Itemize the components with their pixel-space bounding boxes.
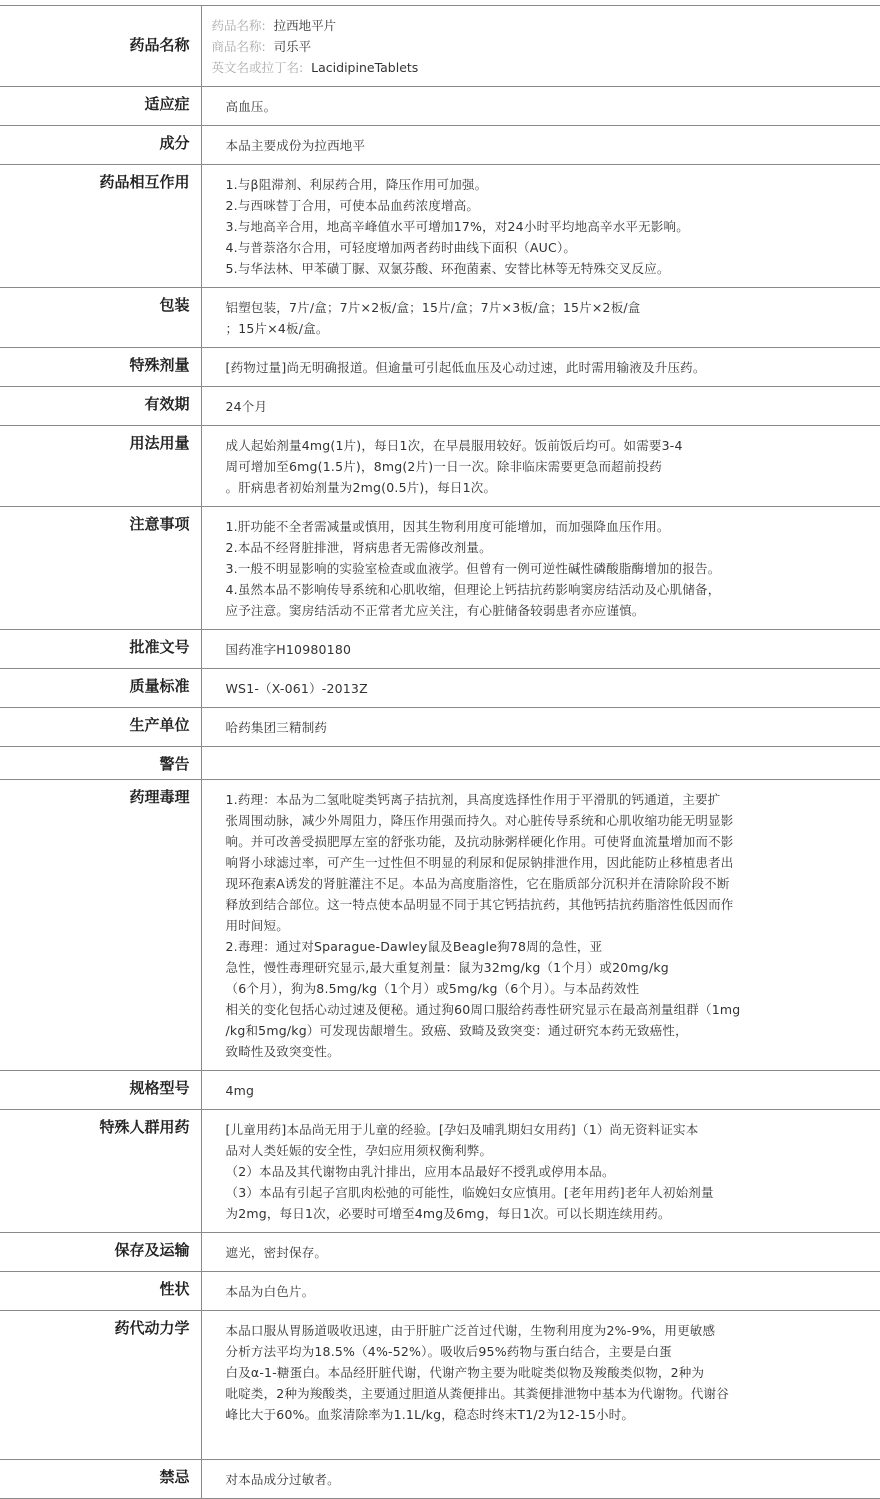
value-line: 现环孢素A诱发的肾脏灌注不足。本品为高度脂溶性，它在脂质部分沉积并在清除阶段不断 bbox=[225, 876, 730, 891]
spec-row bbox=[0, 165, 880, 288]
value-line: 分析方法平均为18.5%（4%-52%）。吸收后95%药物与蛋白结合，主要是白蛋 bbox=[225, 1344, 672, 1359]
value-line: 成人起始剂量4mg(1片)，每日1次，在早晨服用较好。饭前饭后均可。如需要3-4 bbox=[225, 438, 683, 453]
row-value bbox=[201, 387, 880, 426]
row-label: 成分 bbox=[0, 126, 201, 165]
value-line: 4.与普萘洛尔合用，可轻度增加两者药时曲线下面积（AUC）。 bbox=[225, 240, 577, 255]
row-value bbox=[201, 288, 880, 348]
row-label: 药理毒理 bbox=[0, 780, 201, 1071]
row-value bbox=[201, 630, 880, 669]
value-line: 本品为白色片。 bbox=[225, 1284, 315, 1299]
row-value bbox=[201, 1110, 880, 1233]
value-line: 3.与地高辛合用，地高辛峰值水平可增加17%，对24小时平均地高辛水平无影响。 bbox=[225, 219, 689, 234]
row-label: 适应症 bbox=[0, 87, 201, 126]
value-line: 1.与β阻滞剂、利尿药合用，降压作用可加强。 bbox=[225, 177, 488, 192]
spec-row bbox=[0, 387, 880, 426]
value-line: 张周围动脉，减少外周阻力，降压作用强而持久。对心脏传导系统和心肌收缩功能无明显影 bbox=[225, 813, 734, 828]
row-label: 规格型号 bbox=[0, 1071, 201, 1110]
spec-row bbox=[0, 426, 880, 507]
row-label: 生产单位 bbox=[0, 708, 201, 747]
value-line: ；15片×4板/盒。 bbox=[225, 321, 329, 336]
spec-row bbox=[0, 669, 880, 708]
row-label: 药品名称 bbox=[0, 6, 201, 87]
value-line: 对本品成分过敏者。 bbox=[225, 1472, 340, 1487]
row-label: 性状 bbox=[0, 1272, 201, 1311]
value-line: /kg和5mg/kg）可发现齿龈增生。致癌、致畸及致突变：通过研究本药无致癌性， bbox=[225, 1023, 688, 1038]
english-name-value: LacidipineTablets bbox=[311, 60, 419, 75]
value-line: 国药准字H10980180 bbox=[225, 642, 352, 657]
spec-row bbox=[0, 747, 880, 780]
value-line: 1.肝功能不全者需减量或慎用，因其生物利用度可能增加，而加强降血压作用。 bbox=[225, 519, 670, 534]
row-value bbox=[201, 669, 880, 708]
spec-row bbox=[0, 630, 880, 669]
value-line: 峰比大于60%。血浆清除率为1.1L/kg，稳态时终末T1/2为12-15小时。 bbox=[225, 1407, 635, 1422]
value-line: 2.本品不经肾脏排泄，肾病患者无需修改剂量。 bbox=[225, 540, 492, 555]
row-label: 警告 bbox=[0, 747, 201, 780]
value-line: 2.与西咪替丁合用，可使本品血药浓度增高。 bbox=[225, 198, 480, 213]
row-label: 包装 bbox=[0, 288, 201, 348]
value-line: 致畸性及致突变性。 bbox=[225, 1044, 340, 1059]
value-line: 高血压。 bbox=[225, 99, 277, 114]
value-line: 本品口服从胃肠道吸收迅速，由于肝脏广泛首过代谢，生物利用度为2%-9%，用更敏感 bbox=[225, 1323, 716, 1338]
row-label: 有效期 bbox=[0, 387, 201, 426]
spec-row bbox=[0, 1233, 880, 1272]
spec-row bbox=[0, 1110, 880, 1233]
row-label: 药代动力学 bbox=[0, 1311, 201, 1460]
row-value bbox=[201, 1272, 880, 1311]
value-line: 为2mg，每日1次，必要时可增至4mg及6mg，每日1次。可以长期连续用药。 bbox=[225, 1206, 671, 1221]
row-value bbox=[201, 1233, 880, 1272]
row-value bbox=[201, 780, 880, 1071]
row-label: 药品相互作用 bbox=[0, 165, 201, 288]
value-line: 3.一般不明显影响的实验室检查或血液学。但曾有一例可逆性碱性磷酸脂酶增加的报告。 bbox=[225, 561, 721, 576]
value-line: 本品主要成份为拉西地平 bbox=[225, 138, 366, 153]
value-line: 应予注意。窦房结活动不正常者尤应关注，有心脏储备较弱患者亦应谨慎。 bbox=[225, 603, 645, 618]
row-value bbox=[201, 747, 880, 780]
row-label: 用法用量 bbox=[0, 426, 201, 507]
value-line: 相关的变化包括心动过速及便秘。通过狗60周口服给药毒性研究显示在最高剂量组群（1mg bbox=[225, 1002, 741, 1017]
row-value bbox=[201, 1071, 880, 1110]
spec-row bbox=[0, 348, 880, 387]
row-value bbox=[201, 708, 880, 747]
trade-name-label: 商品名称: bbox=[211, 39, 266, 54]
row-value bbox=[201, 348, 880, 387]
row-value bbox=[201, 1311, 880, 1460]
row-label: 质量标准 bbox=[0, 669, 201, 708]
spec-row bbox=[0, 87, 880, 126]
spec-row bbox=[0, 1071, 880, 1110]
value-line: 急性，慢性毒理研究显示,最大重复剂量：鼠为32mg/kg（1个月）或20mg/kg bbox=[225, 960, 669, 975]
value-line: 4mg bbox=[225, 1083, 255, 1098]
value-line: 用时间短。 bbox=[225, 918, 290, 933]
value-line: 吡啶类，2种为羧酸类，主要通过胆道从粪便排出。其粪便排泄物中基本为代谢物。代谢谷 bbox=[225, 1386, 729, 1401]
value-line: 周可增加至6mg(1.5片)，8mg(2片)一日一次。除非临床需要更急而超前投药 bbox=[225, 459, 662, 474]
value-line: 遮光，密封保存。 bbox=[225, 1245, 328, 1260]
row-value bbox=[201, 507, 880, 630]
value-line: [儿童用药]本品尚无用于儿童的经验。[孕妇及哺乳期妇女用药]（1）尚无资料证实本 bbox=[225, 1122, 699, 1137]
value-line: 铝塑包装，7片/盒；7片×2板/盒；15片/盒；7片×3板/盒；15片×2板/盒 bbox=[225, 300, 641, 315]
spec-row bbox=[0, 780, 880, 1071]
spec-row bbox=[0, 126, 880, 165]
value-line: 1.药理：本品为二氢吡啶类钙离子拮抗剂，具高度选择性作用于平滑肌的钙通道，主要扩 bbox=[225, 792, 721, 807]
row-label: 禁忌 bbox=[0, 1460, 201, 1499]
trade-name-value: 司乐平 bbox=[273, 39, 312, 54]
value-line: 24个月 bbox=[225, 399, 268, 414]
english-name-label: 英文名或拉丁名: bbox=[211, 60, 304, 75]
spec-row bbox=[0, 1460, 880, 1499]
drug-name-row bbox=[0, 6, 880, 87]
value-line: 释放到结合部位。这一特点使本品明显不同于其它钙拮抗药，其他钙拮抗药脂溶性低因而作 bbox=[225, 897, 734, 912]
generic-name-label: 药品名称: bbox=[211, 18, 266, 33]
value-line: 品对人类妊娠的安全性，孕妇应用须权衡利弊。 bbox=[225, 1143, 493, 1158]
spec-row bbox=[0, 507, 880, 630]
generic-name-value: 拉西地平片 bbox=[273, 18, 337, 33]
row-value bbox=[201, 87, 880, 126]
spec-row bbox=[0, 708, 880, 747]
value-line: [药物过量]尚无明确报道。但逾量可引起低血压及心动过速，此时需用输液及升压药。 bbox=[225, 360, 706, 375]
value-line: （3）本品有引起子宫肌肉松弛的可能性，临娩妇女应慎用。[老年用药]老年人初始剂量 bbox=[225, 1185, 714, 1200]
value-line: 哈药集团三精制药 bbox=[225, 720, 328, 735]
drug-name-values bbox=[201, 6, 880, 87]
value-line: 2.毒理：通过对Sparague-Dawley鼠及Beagle狗78周的急性，亚 bbox=[225, 939, 603, 954]
spec-row bbox=[0, 1272, 880, 1311]
row-value bbox=[201, 165, 880, 288]
value-line: 响肾小球滤过率，可产生一过性但不明显的利尿和促尿钠排泄作用，因此能防止移植患者出 bbox=[225, 855, 734, 870]
value-line: 5.与华法林、甲苯磺丁脲、双氯芬酸、环孢菌素、安替比林等无特殊交叉反应。 bbox=[225, 261, 670, 276]
row-label: 批准文号 bbox=[0, 630, 201, 669]
spec-row bbox=[0, 1311, 880, 1460]
value-line: 白及α-1-糖蛋白。本品经肝脏代谢，代谢产物主要为吡啶类似物及羧酸类似物，2种为 bbox=[225, 1365, 705, 1380]
row-value bbox=[201, 1460, 880, 1499]
row-value bbox=[201, 126, 880, 165]
drug-spec-table bbox=[0, 5, 880, 1499]
row-label: 特殊人群用药 bbox=[0, 1110, 201, 1233]
row-label: 保存及运输 bbox=[0, 1233, 201, 1272]
spec-row bbox=[0, 288, 880, 348]
value-line: （6个月），狗为8.5mg/kg（1个月）或5mg/kg（6个月）。与本品药效性 bbox=[225, 981, 640, 996]
value-line: 。肝病患者初始剂量为2mg(0.5片)，每日1次。 bbox=[225, 480, 497, 495]
row-value bbox=[201, 426, 880, 507]
value-line: WS1-（X-061）-2013Z bbox=[225, 681, 368, 696]
row-label: 特殊剂量 bbox=[0, 348, 201, 387]
value-line: 4.虽然本品不影响传导系统和心肌收缩，但理论上钙拮抗药影响窦房结活动及心肌储备， bbox=[225, 582, 721, 597]
row-label: 注意事项 bbox=[0, 507, 201, 630]
value-line: （2）本品及其代谢物由乳汁排出，应用本品最好不授乳或停用本品。 bbox=[225, 1164, 615, 1179]
value-line: 响。并可改善受损肥厚左室的舒张功能，及抗动脉粥样硬化作用。可使肾血流量增加而不影 bbox=[225, 834, 734, 849]
